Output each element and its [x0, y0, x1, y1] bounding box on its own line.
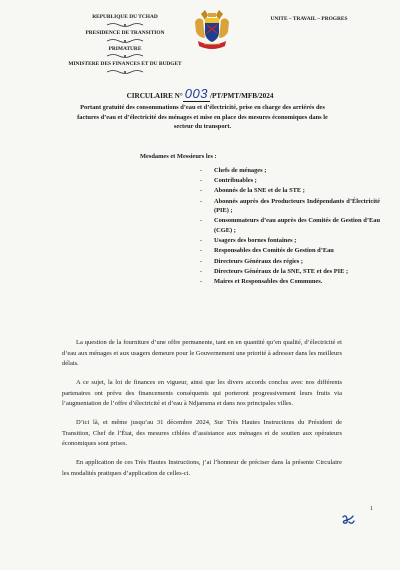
circular-prefix: CIRCULAIRE N°: [126, 92, 183, 100]
paragraph: A ce sujet, la loi de finances en vigueur, ainsi que les divers accords conclus avec nos différents partenaires ont prévu des financements conséquents qui porteront progressivement leurs fruits via l’augmentation de l’offre d’électricité et d’eau à Ndjamena et dans nos principales villes.: [62, 379, 342, 408]
recipient-list: [200, 166, 380, 287]
flourish-ornament: [105, 38, 145, 44]
flourish-ornament: [105, 69, 145, 75]
list-item: - Maires et Responsables des Communes.: [200, 277, 380, 287]
list-item: - Consommateurs d’eau auprès des Comités de Gestion d’Eau (CGE) ;: [200, 216, 380, 235]
list-item: - Chefs de ménages ;: [200, 166, 380, 176]
list-item: - Directeurs Généraux de la SNE, STE et des PIE ;: [200, 267, 380, 277]
header-motto: UNITE – TRAVAIL – PROGRES: [270, 16, 348, 22]
page-number: 1: [370, 506, 373, 512]
circular-number-handwritten: 003: [184, 86, 208, 101]
list-item: - Abonnés auprès des Producteurs Indépendants d’Électricité (PIE) ;: [200, 197, 380, 216]
list-item: - Abonnés de la SNE et de la STE ;: [200, 186, 380, 196]
coat-of-arms-emblem: [192, 8, 232, 52]
header-presidency: PRESIDENCE DE TRANSITION: [85, 29, 165, 36]
initials-signature-mark: [340, 512, 356, 528]
paragraph: En application de ces Très Hautes Instructions, j’ai l’honneur de préciser dans la présente Circulaire les modalités pratiques d’application de celles-ci.: [62, 459, 342, 477]
list-item: - Directeurs Généraux des régies ;: [200, 257, 380, 267]
salutation: Mesdames et Messieurs les :: [140, 153, 217, 160]
header-ministry: MINISTERE DES FINANCES ET DU BUDGET: [68, 61, 182, 68]
header-left-block: [60, 14, 190, 77]
header-country: REPUBLIQUE DU TCHAD: [92, 14, 158, 20]
flourish-ornament: [105, 53, 145, 59]
flourish-ornament: [105, 22, 145, 28]
circular-title: [0, 86, 400, 101]
list-item: - Usagers des bornes fontaines ;: [200, 236, 380, 246]
header-primature: PRIMATURE: [108, 45, 142, 52]
list-item: - Responsables des Comités de Gestion d’Eau: [200, 246, 380, 256]
circular-suffix: /PT/PMT/MFB/2024: [209, 92, 274, 100]
circular-subject: Portant gratuité des consommations d’eau et d’électricité, prise en charge des arriérés des factures d’eau et d’électricité des ménages et mise en place des mesures économiques dans le secteur du transport.: [77, 104, 328, 131]
paragraph: La question de la fourniture d’une offre permanente, tant en en quantité qu’en qualité, d’électricité et d’eau aux ménages et aux usagers demeure pour le Gouvernement une priorité à adresser dans les meilleurs délais.: [62, 339, 342, 368]
paragraph: D’ici là, et même jusqu’au 31 décembre 2024, Sur Très Hautes Instructions du Président de Transition, Chef de l’État, des mesures ciblées d’assistance aux ménages et de soutien aux opérateurs économiques sont prises.: [62, 419, 342, 448]
list-item: - Contribuables ;: [200, 176, 380, 186]
body-text: [62, 338, 342, 488]
